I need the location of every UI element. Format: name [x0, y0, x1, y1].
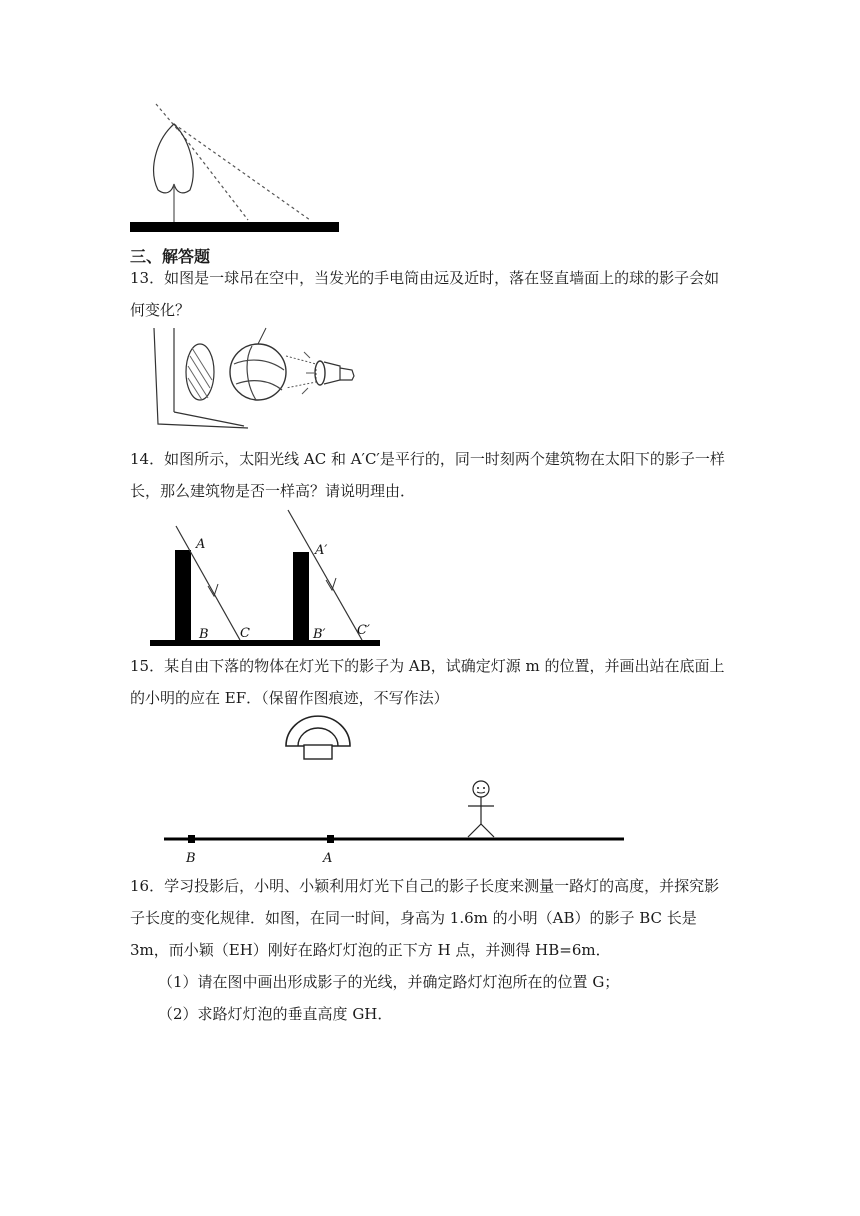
- problem-number: 15．: [130, 657, 165, 675]
- label-C-prime: C′: [357, 623, 370, 638]
- problem-13: [130, 262, 730, 326]
- label-A: A: [323, 851, 333, 866]
- problem-14: [130, 443, 730, 507]
- label-C: C: [240, 626, 250, 641]
- falling-object-figure: [162, 718, 632, 868]
- problem-16: [130, 870, 730, 1030]
- problem-15: [130, 650, 730, 714]
- tree-shadow-figure: [128, 100, 348, 235]
- subitem-1: （1）请在图中画出形成影子的光线，并确定路灯灯泡所在的位置 G；: [158, 973, 620, 991]
- problem-text: 如图是一球吊在空中，当发光的手电筒由远及近时，落在竖直墙面上的球的影子会如何变化？: [130, 269, 720, 319]
- label-B: B: [199, 627, 209, 642]
- subitem-2: （2）求路灯灯泡的垂直高度 GH．: [158, 1005, 393, 1023]
- problem-number: 16．: [130, 877, 165, 895]
- label-B: B: [186, 851, 196, 866]
- label-A-prime: A′: [315, 543, 328, 558]
- label-A: A: [196, 537, 206, 552]
- problem-text: 某自由下落的物体在灯光下的影子为 AB，试确定灯源 m 的位置，并画出站在底面上的小明的应在 EF．（保留作图痕迹，不写作法）: [130, 657, 725, 707]
- ball-flashlight-figure: [148, 326, 368, 436]
- problem-text: 学习投影后，小明、小颖利用灯光下自己的影子长度来测量一路灯的高度，并探究影子长度的变化规律．如图，在同一时间，身高为 1.6m 的小明（AB）的影子 BC 长是 3m，而小颖（EH）刚好在路灯灯泡的正下方 H 点，并测得 HB=6m．: [130, 877, 720, 959]
- problem-number: 14．: [130, 450, 165, 468]
- label-B-prime: B′: [313, 627, 326, 642]
- problem-number: 13．: [130, 269, 165, 287]
- buildings-sunlight-figure: [148, 506, 388, 646]
- problem-text: 如图所示，太阳光线 AC 和 A′C′是平行的，同一时刻两个建筑物在太阳下的影子一样长，那么建筑物是否一样高？请说明理由．: [130, 450, 725, 500]
- section-heading: 三、解答题: [130, 247, 211, 266]
